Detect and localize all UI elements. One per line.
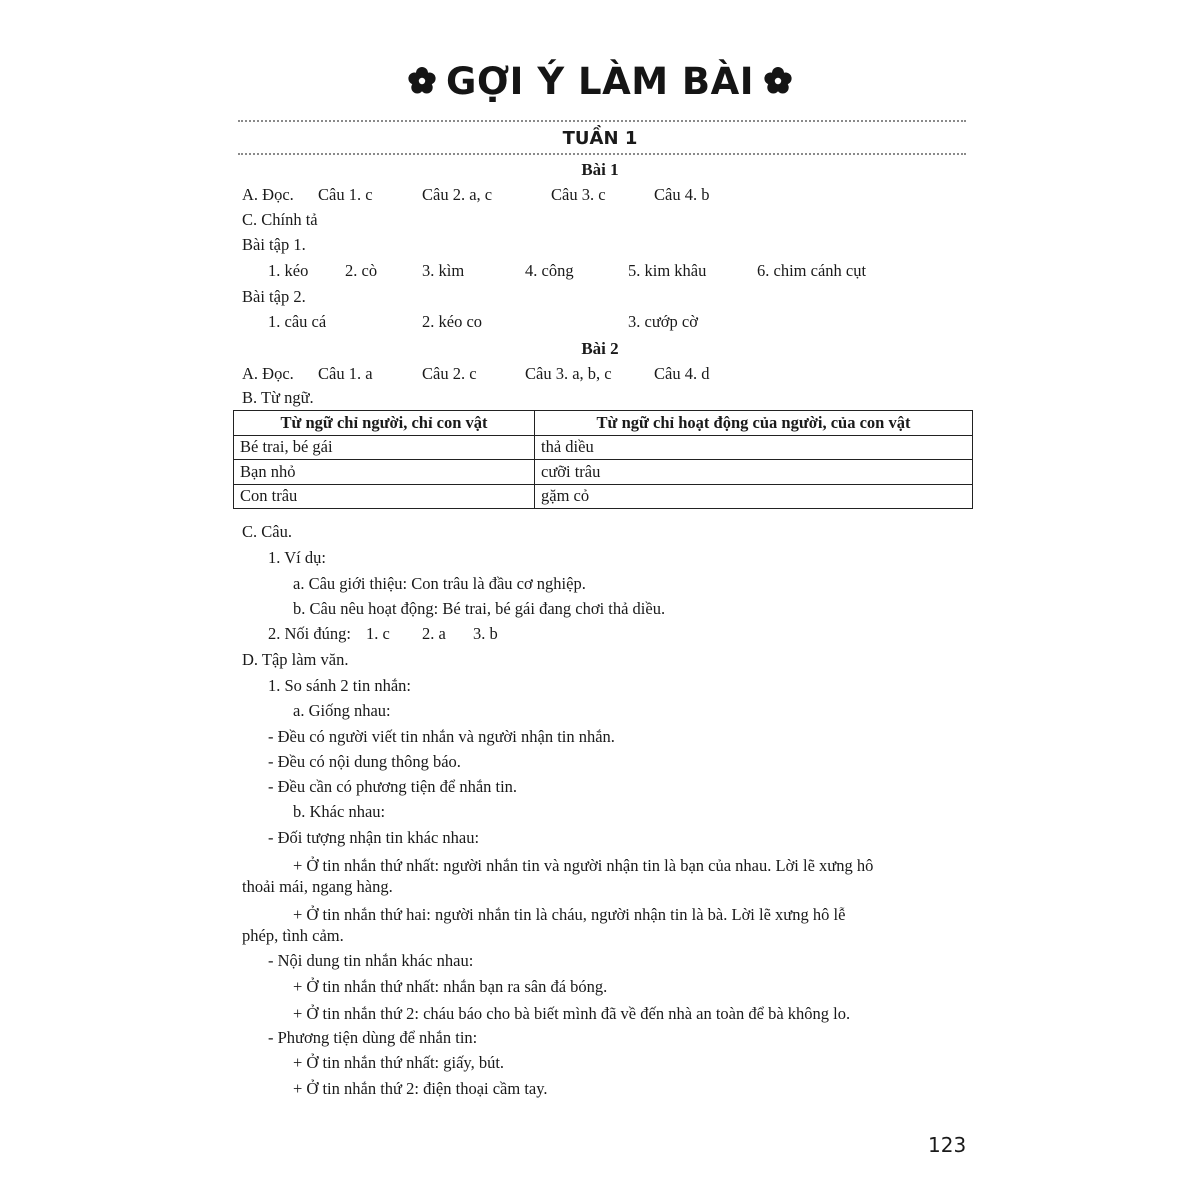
flower-icon [764, 67, 792, 95]
table-cell: gặm cỏ [535, 484, 973, 509]
answer: Câu 1. c [318, 185, 373, 204]
tlv-line: + Ở tin nhắn thứ nhất: người nhắn tin và người nhận tin là bạn của nhau. Lời lẽ xưng hô [293, 856, 874, 875]
column-header: Từ ngữ chỉ người, chỉ con vật [234, 411, 535, 436]
tlv-line: + Ở tin nhắn thứ nhất: nhắn bạn ra sân đá bóng. [293, 977, 608, 996]
exercise-item: 5. kim khâu [628, 261, 707, 280]
matching-answer: 1. c [366, 624, 390, 643]
page-title-text: GỢI Ý LÀM BÀI [445, 60, 755, 103]
week-heading: TUẦN 1 [562, 128, 638, 149]
table-cell: Bạn nhỏ [234, 460, 535, 485]
tlv-line: - Đối tượng nhận tin khác nhau: [268, 828, 480, 847]
tlv-line: - Đều có nội dung thông báo. [268, 752, 461, 771]
exercise-item: 2. kéo co [422, 312, 483, 331]
chinh-ta-label: C. Chính tả [242, 210, 318, 229]
table-row [234, 484, 973, 509]
exercise-item: 1. kéo [268, 261, 309, 280]
exercise-2-label: Bài tập 2. [242, 287, 306, 306]
tlv-line: + Ở tin nhắn thứ hai: người nhắn tin là cháu, người nhận tin là bà. Lời lẽ xưng hô lễ [293, 905, 846, 924]
column-header: Từ ngữ chỉ hoạt động của người, của con vật [535, 411, 973, 436]
exercise-item: 3. kìm [422, 261, 465, 280]
cau-label: C. Câu. [242, 522, 292, 541]
lesson-1-heading: Bài 1 [581, 160, 619, 179]
exercise-item: 4. công [525, 261, 574, 280]
exercise-item: 1. câu cá [268, 312, 327, 331]
answer: Câu 3. a, b, c [525, 364, 612, 383]
answer: Câu 4. b [654, 185, 710, 204]
example-a: a. Câu giới thiệu: Con trâu là đầu cơ nghiệp. [293, 574, 586, 593]
example-b: b. Câu nêu hoạt động: Bé trai, bé gái đang chơi thả diều. [293, 599, 666, 618]
tlv-line: 1. So sánh 2 tin nhắn: [268, 676, 411, 695]
tlv-line: - Đều cần có phương tiện để nhắn tin. [268, 777, 518, 796]
tlv-label: D. Tập làm văn. [242, 650, 349, 669]
doc-label: A. Đọc. [242, 364, 294, 383]
tlv-line: + Ở tin nhắn thứ 2: điện thoại cầm tay. [293, 1079, 548, 1098]
tlv-line: thoải mái, ngang hàng. [242, 877, 393, 896]
answer: Câu 4. d [654, 364, 710, 383]
page-number: 123 [928, 1133, 967, 1157]
exercise-item: 3. cướp cờ [628, 312, 698, 331]
tlv-line: - Đều có người viết tin nhắn và người nhận tin nhắn. [268, 727, 615, 746]
doc-label: A. Đọc. [242, 185, 294, 204]
tlv-line: + Ở tin nhắn thứ 2: cháu báo cho bà biết mình đã về đến nhà an toàn để bà không lo. [293, 1004, 851, 1023]
exercise-1-label: Bài tập 1. [242, 235, 306, 254]
matching-answer: 2. a [422, 624, 446, 643]
vocabulary-table [233, 410, 973, 509]
tlv-line: - Nội dung tin nhắn khác nhau: [268, 951, 474, 970]
answer: Câu 2. a, c [422, 185, 493, 204]
tlv-line: b. Khác nhau: [293, 802, 386, 821]
divider [238, 153, 966, 155]
table-cell: cưỡi trâu [535, 460, 973, 485]
matching-answer: 3. b [473, 624, 498, 643]
table-row [234, 435, 973, 460]
matching-label: 2. Nối đúng: [268, 624, 351, 643]
table-cell: Con trâu [234, 484, 535, 509]
table-header-row [234, 411, 973, 436]
answer: Câu 1. a [318, 364, 373, 383]
answer: Câu 2. c [422, 364, 477, 383]
exercise-item: 6. chim cánh cụt [757, 261, 867, 280]
answer: Câu 3. c [551, 185, 606, 204]
tlv-line: a. Giống nhau: [293, 701, 391, 720]
exercise-item: 2. cò [345, 261, 378, 280]
tlv-line: + Ở tin nhắn thứ nhất: giấy, bút. [293, 1053, 505, 1072]
lesson-2-heading: Bài 2 [581, 339, 619, 358]
page-title [0, 60, 1200, 103]
divider [238, 120, 966, 122]
tu-ngu-label: B. Từ ngữ. [242, 388, 314, 407]
table-row [234, 460, 973, 485]
table-cell: Bé trai, bé gái [234, 435, 535, 460]
tlv-line: - Phương tiện dùng để nhắn tin: [268, 1028, 478, 1047]
table-cell: thả diều [535, 435, 973, 460]
tlv-line: phép, tình cảm. [242, 926, 344, 945]
flower-icon [408, 67, 436, 95]
example-label: 1. Ví dụ: [268, 548, 326, 567]
